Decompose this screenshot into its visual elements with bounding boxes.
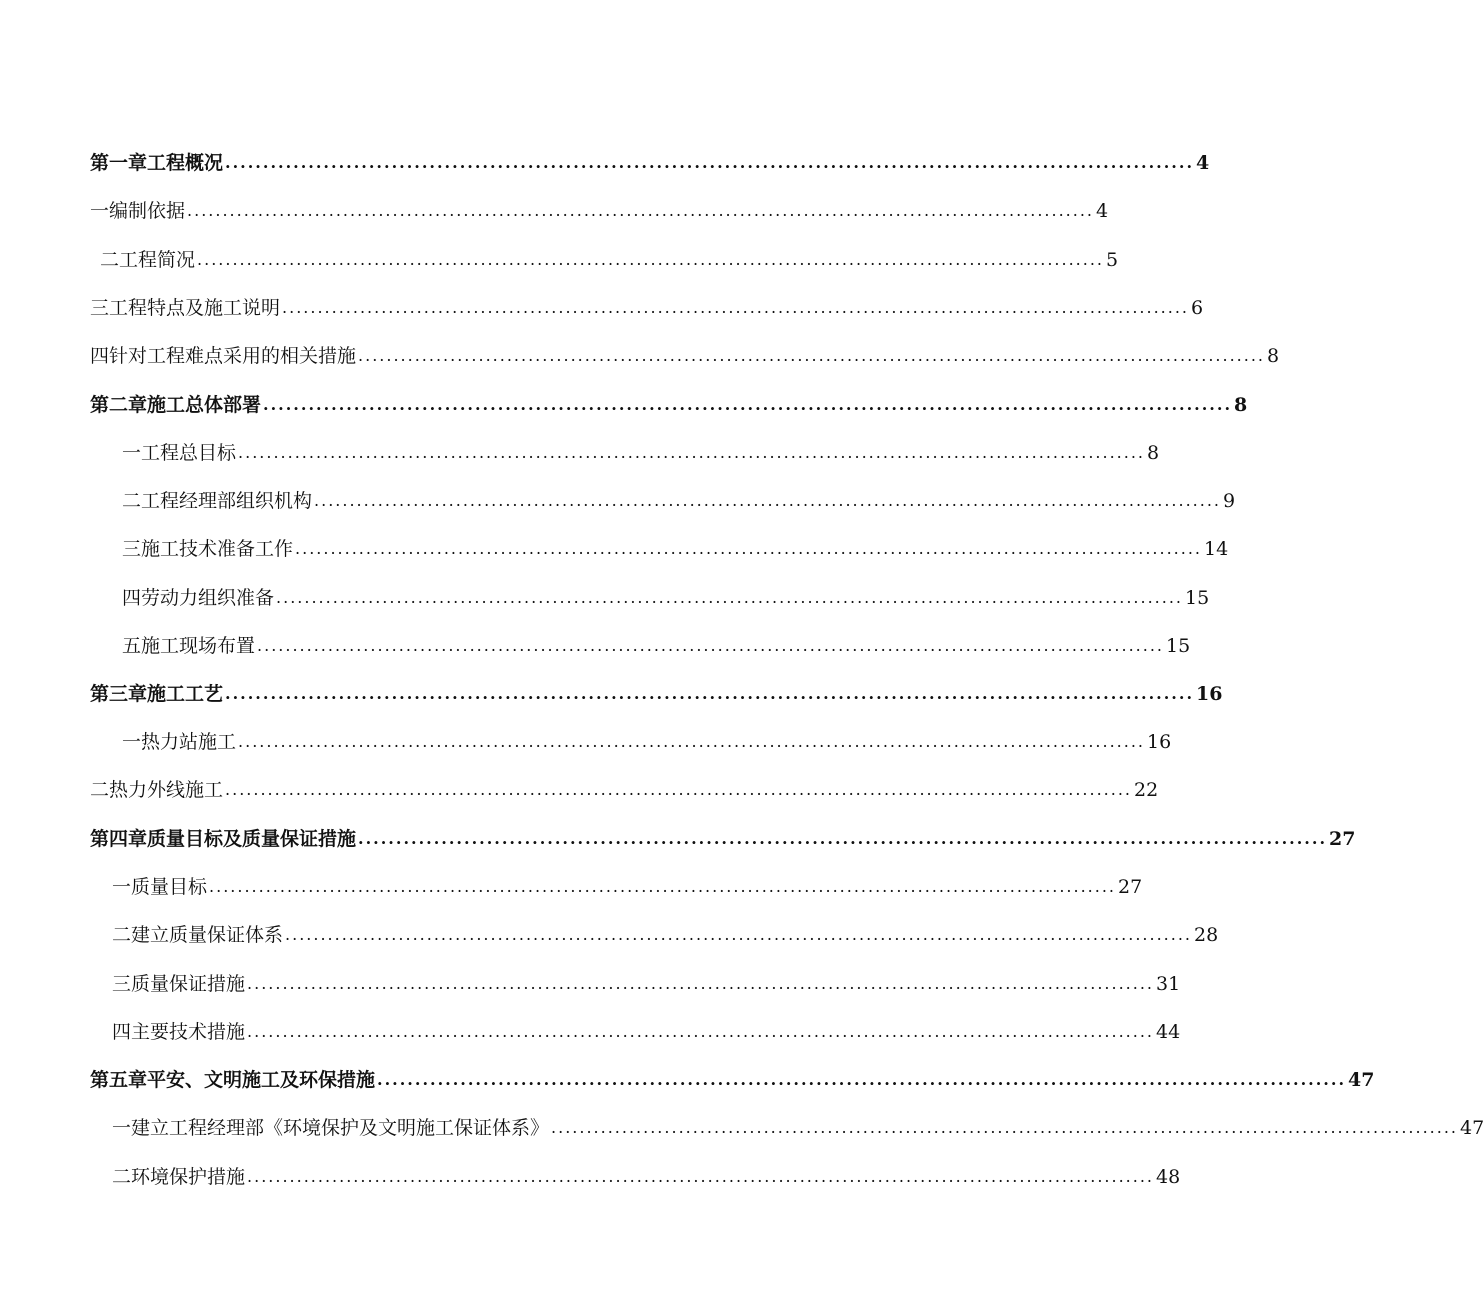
toc-entry-page-number: 27	[1118, 876, 1143, 898]
toc-section-entry[interactable]	[112, 966, 1181, 996]
toc-entry-page-number: 15	[1185, 587, 1210, 609]
toc-entry-page-number: 15	[1166, 635, 1191, 657]
toc-entry-title: 一热力站施工	[122, 731, 237, 753]
toc-entry-page-number: 8	[1267, 345, 1280, 367]
toc-entry-page-number: 14	[1204, 538, 1229, 560]
toc-section-entry[interactable]	[112, 1159, 1181, 1189]
toc-entry-title: 二热力外线施工	[90, 779, 224, 801]
toc-entry-page-number: 47	[1348, 1069, 1375, 1091]
toc-section-entry[interactable]	[90, 290, 1204, 320]
toc-entry-page-number: 27	[1329, 828, 1356, 850]
toc-dot-leader: ................................................................................................................................	[257, 636, 1165, 655]
toc-entry-title: 二环境保护措施	[112, 1166, 246, 1188]
toc-section-entry[interactable]	[122, 483, 1236, 513]
toc-section-entry[interactable]	[122, 628, 1191, 658]
toc-entry-title: 二工程简况	[100, 249, 196, 271]
toc-entry-title: 一编制依据	[90, 200, 186, 222]
toc-dot-leader: ................................................................................................................................	[209, 877, 1117, 896]
toc-entry-page-number: 31	[1156, 973, 1181, 995]
toc-section-entry[interactable]	[112, 917, 1219, 947]
toc-entry-title: 第二章施工总体部署	[90, 394, 262, 416]
toc-entry-page-number: 28	[1194, 924, 1219, 946]
toc-entry-title: 第四章质量目标及质量保证措施	[90, 828, 357, 850]
toc-entry-title: 第一章工程概况	[90, 152, 224, 174]
toc-entry-title: 一质量目标	[112, 876, 208, 898]
toc-section-entry[interactable]	[112, 1110, 1484, 1140]
toc-dot-leader: ................................................................................................................................	[225, 153, 1195, 172]
toc-dot-leader: ................................................................................................................................	[282, 298, 1190, 317]
toc-chapter-entry[interactable]	[90, 676, 1223, 706]
toc-dot-leader: ................................................................................................................................	[238, 443, 1146, 462]
toc-dot-leader: ................................................................................................................................	[377, 1070, 1347, 1089]
toc-dot-leader: ................................................................................................................................	[551, 1118, 1459, 1137]
toc-entry-title: 第三章施工工艺	[90, 683, 224, 705]
toc-section-entry[interactable]	[122, 580, 1210, 610]
toc-entry-title: 三工程特点及施工说明	[90, 297, 281, 319]
toc-dot-leader: ................................................................................................................................	[238, 732, 1146, 751]
toc-section-entry[interactable]	[100, 242, 1119, 272]
toc-dot-leader: ................................................................................................................................	[358, 829, 1328, 848]
toc-section-entry[interactable]	[122, 531, 1229, 561]
toc-dot-leader: ................................................................................................................................	[225, 684, 1195, 703]
toc-section-entry[interactable]	[112, 1014, 1181, 1044]
toc-dot-leader: ................................................................................................................................	[276, 588, 1184, 607]
toc-entry-title: 二工程经理部组织机构	[122, 490, 313, 512]
toc-entry-title: 三质量保证措施	[112, 973, 246, 995]
toc-dot-leader: ................................................................................................................................	[295, 539, 1203, 558]
toc-entry-page-number: 16	[1196, 683, 1223, 705]
toc-entry-page-number: 8	[1147, 442, 1160, 464]
toc-section-entry[interactable]	[112, 869, 1143, 899]
toc-chapter-entry[interactable]	[90, 145, 1210, 175]
toc-entry-page-number: 48	[1156, 1166, 1181, 1188]
toc-dot-leader: ................................................................................................................................	[247, 1167, 1155, 1186]
toc-entry-page-number: 44	[1156, 1021, 1181, 1043]
toc-dot-leader: ................................................................................................................................	[225, 780, 1133, 799]
toc-dot-leader: ................................................................................................................................	[187, 201, 1095, 220]
toc-dot-leader: ................................................................................................................................	[263, 395, 1233, 414]
toc-entry-title: 一工程总目标	[122, 442, 237, 464]
toc-entry-page-number: 22	[1134, 779, 1159, 801]
toc-chapter-entry[interactable]	[90, 1062, 1375, 1092]
toc-entry-page-number: 5	[1106, 249, 1119, 271]
toc-dot-leader: ................................................................................................................................	[314, 491, 1222, 510]
toc-entry-title: 三施工技术准备工作	[122, 538, 294, 560]
toc-dot-leader: ................................................................................................................................	[247, 1022, 1155, 1041]
toc-entry-title: 四主要技术措施	[112, 1021, 246, 1043]
toc-entry-page-number: 9	[1223, 490, 1236, 512]
toc-entry-title: 第五章平安、文明施工及环保措施	[90, 1069, 376, 1091]
toc-entry-page-number: 4	[1196, 152, 1210, 174]
toc-entry-title: 四针对工程难点采用的相关措施	[90, 345, 357, 367]
toc-entry-title: 四劳动力组织准备	[122, 587, 275, 609]
toc-entry-title: 五施工现场布置	[122, 635, 256, 657]
toc-entry-page-number: 16	[1147, 731, 1172, 753]
toc-section-entry[interactable]	[90, 193, 1109, 223]
toc-section-entry[interactable]	[90, 338, 1280, 368]
toc-dot-leader: ................................................................................................................................	[358, 346, 1266, 365]
toc-entry-page-number: 6	[1191, 297, 1204, 319]
toc-entry-page-number: 4	[1096, 200, 1109, 222]
toc-chapter-entry[interactable]	[90, 387, 1248, 417]
toc-section-entry[interactable]	[122, 435, 1160, 465]
toc-entry-page-number: 8	[1234, 394, 1248, 416]
toc-section-entry[interactable]	[122, 724, 1172, 754]
toc-chapter-entry[interactable]	[90, 821, 1356, 851]
toc-entry-title: 一建立工程经理部《环境保护及文明施工保证体系》	[112, 1117, 550, 1139]
toc-entry-page-number: 47	[1460, 1117, 1484, 1139]
toc-dot-leader: ................................................................................................................................	[247, 974, 1155, 993]
toc-section-entry[interactable]	[90, 772, 1159, 802]
toc-dot-leader: ................................................................................................................................	[197, 250, 1105, 269]
toc-entry-title: 二建立质量保证体系	[112, 924, 284, 946]
toc-dot-leader: ................................................................................................................................	[285, 925, 1193, 944]
